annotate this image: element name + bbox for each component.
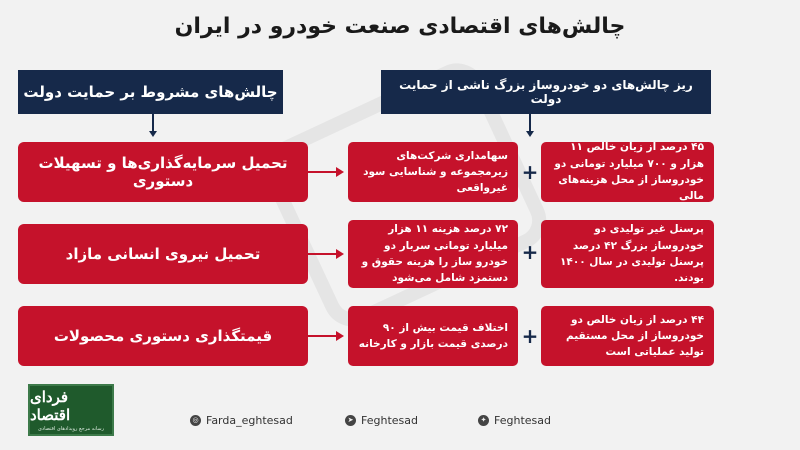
page-title: چالش‌های اقتصادی صنعت خودرو در ایران: [174, 14, 626, 39]
detail-workforce-middle: ۷۲ درصد هزینه ۱۱ هزار میلیارد تومانی سربار دو خودرو ساز را هزینه حقوق و دستمزد شامل می‌شود: [348, 220, 518, 288]
brand-logo: [28, 384, 114, 436]
detail-pricing-right: ۴۴ درصد از زیان خالص دو خودروساز از محل مستقیم تولید عملیاتی است: [541, 306, 714, 366]
detail-workforce-right: پرسنل غیر تولیدی دو خودروساز بزرگ ۴۲ درصد پرسنل تولیدی در سال ۱۴۰۰ بودند.: [541, 220, 714, 288]
connector-1: [308, 171, 338, 173]
challenge-workforce: تحمیل نیروی انسانی مازاد: [18, 224, 308, 284]
arrow-left-head: [149, 131, 157, 137]
social-handle: Feghtesad: [494, 414, 551, 427]
connector-3: [308, 335, 338, 337]
arrow-right-head: [526, 131, 534, 137]
social-instagram[interactable]: [190, 414, 293, 427]
telegram-icon: ➤: [345, 415, 356, 426]
logo-name: فردای اقتصاد: [30, 388, 71, 424]
detail-pricing-middle: اختلاف قیمت بیش از ۹۰ درصدی قیمت بازار و کارخانه: [348, 306, 518, 366]
social-handle: Farda_eghtesad: [206, 414, 293, 427]
detail-investment-middle: سهامداری شرکت‌های زیرمجموعه و شناسایی سود غیرواقعی: [348, 142, 518, 202]
social-handle: Feghtesad: [361, 414, 418, 427]
challenge-pricing: قیمتگذاری دستوری محصولات: [18, 306, 308, 366]
connector-1-head: [336, 167, 344, 177]
connector-3-head: [336, 331, 344, 341]
challenge-investment: تحمیل سرمایه‌گذاری‌ها و تسهیلات دستوری: [18, 142, 308, 202]
header-conditional-challenges: چالش‌های مشروط بر حمایت دولت: [18, 70, 283, 114]
social-twitter[interactable]: [478, 414, 551, 427]
arrow-right-line: [529, 114, 531, 132]
plus-icon: +: [521, 240, 539, 264]
plus-icon: +: [521, 324, 539, 348]
connector-2: [308, 253, 338, 255]
instagram-icon: ◎: [190, 415, 201, 426]
detail-investment-right: ۴۵ درصد از زیان خالص ۱۱ هزار و ۷۰۰ میلیارد تومانی دو خودروساز از محل هزینه‌های مالی: [541, 142, 714, 202]
connector-2-head: [336, 249, 344, 259]
arrow-left-line: [152, 114, 154, 132]
logo-tagline: رسانه مرجع رویدادهای اقتصادی: [38, 426, 104, 432]
social-telegram[interactable]: [345, 414, 418, 427]
header-sub-challenges: ریز چالش‌های دو خودروساز بزرگ ناشی از حمایت دولت: [381, 70, 711, 114]
twitter-icon: ✦: [478, 415, 489, 426]
plus-icon: +: [521, 160, 539, 184]
